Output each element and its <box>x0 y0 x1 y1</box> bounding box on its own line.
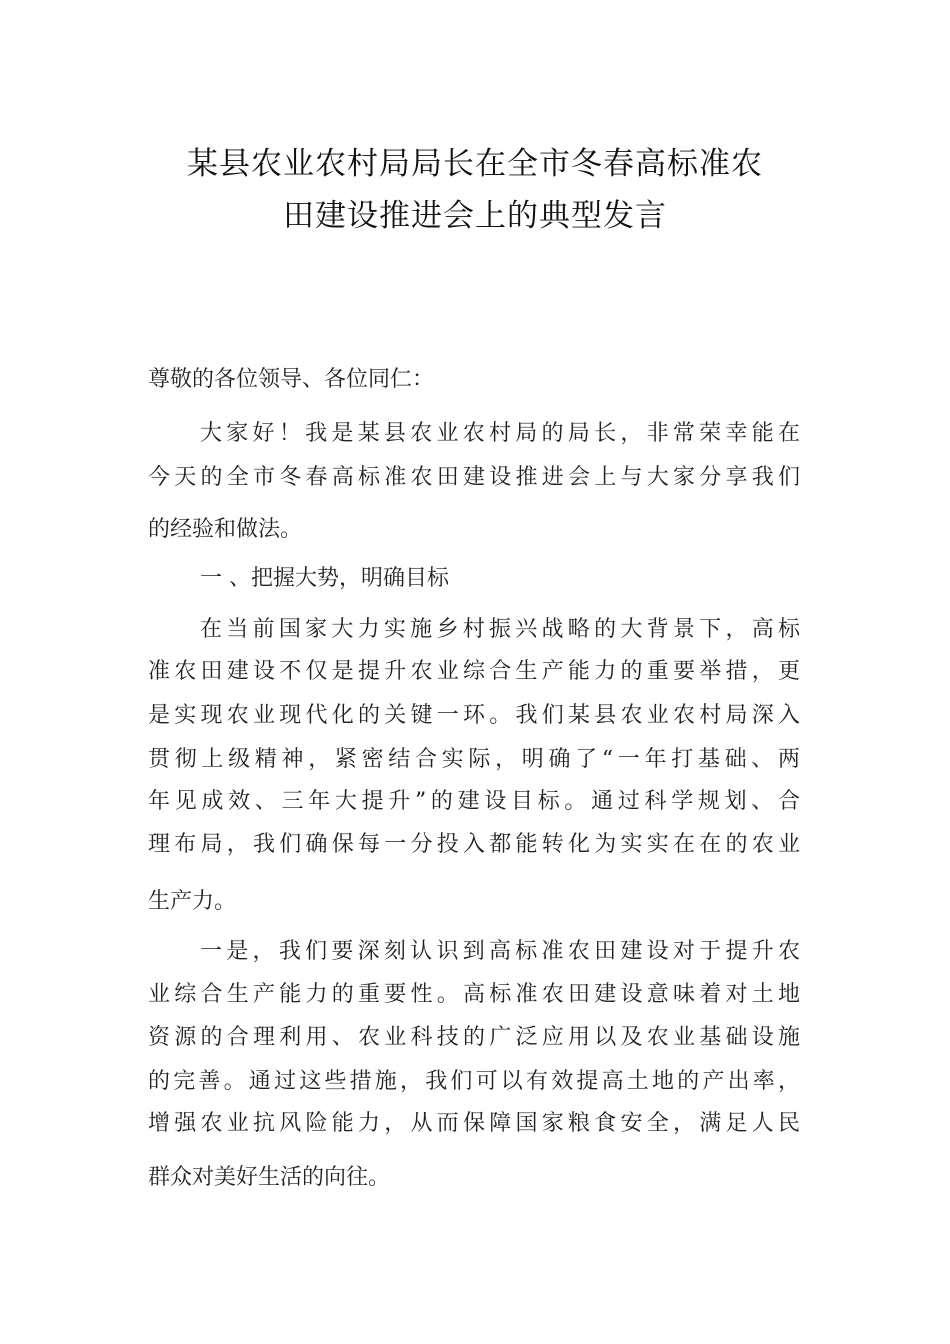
document-title-line-1: 某县农业农村局局长在全市冬春高标准农 <box>187 146 763 182</box>
para1-line-5: 年见成效、三年大提升”的建设目标。通过科学规划、合 <box>148 789 800 814</box>
intro-line-1: 大家好！我是某县农业农村局的局长，非常荣幸能在 <box>200 421 800 446</box>
para1-line-4: 贯彻上级精神，紧密结合实际，明确了“一年打基础、两 <box>148 747 800 772</box>
para2-line-4: 的完善。通过这些措施，我们可以有效提高土地的产出率， <box>148 1069 800 1094</box>
para2-line-1: 一是，我们要深刻认识到高标准农田建设对于提升农 <box>200 939 800 964</box>
para2-line-6: 群众对美好生活的向往。 <box>148 1165 391 1190</box>
para1-line-2: 准农田建设不仅是提升农业综合生产能力的重要举措，更 <box>148 659 800 684</box>
para1-line-1: 在当前国家大力实施乡村振兴战略的大背景下，高标 <box>200 617 800 642</box>
para2-line-5: 增强农业抗风险能力，从而保障国家粮食安全，满足人民 <box>148 1111 800 1136</box>
para1-line-3: 是实现农业现代化的关键一环。我们某县农业农村局深入 <box>148 703 800 728</box>
intro-line-3: 的经验和做法。 <box>148 517 303 542</box>
para1-line-7: 生产力。 <box>148 889 237 914</box>
para1-line-6: 理布局，我们确保每一分投入都能转化为实实在在的农业 <box>148 832 800 857</box>
para2-line-3: 资源的合理利用、农业科技的广泛应用以及农业基础设施 <box>148 1025 800 1050</box>
document-title-line-2: 田建设推进会上的典型发言 <box>283 198 667 234</box>
para2-line-2: 业综合生产能力的重要性。高标准农田建设意味着对土地 <box>148 982 800 1007</box>
section-heading: 一 、把握大势，明确目标 <box>200 566 449 591</box>
intro-line-2: 今天的全市冬春高标准农田建设推进会上与大家分享我们 <box>148 465 800 490</box>
salutation: 尊敬的各位领导、各位同仁： <box>148 367 435 392</box>
